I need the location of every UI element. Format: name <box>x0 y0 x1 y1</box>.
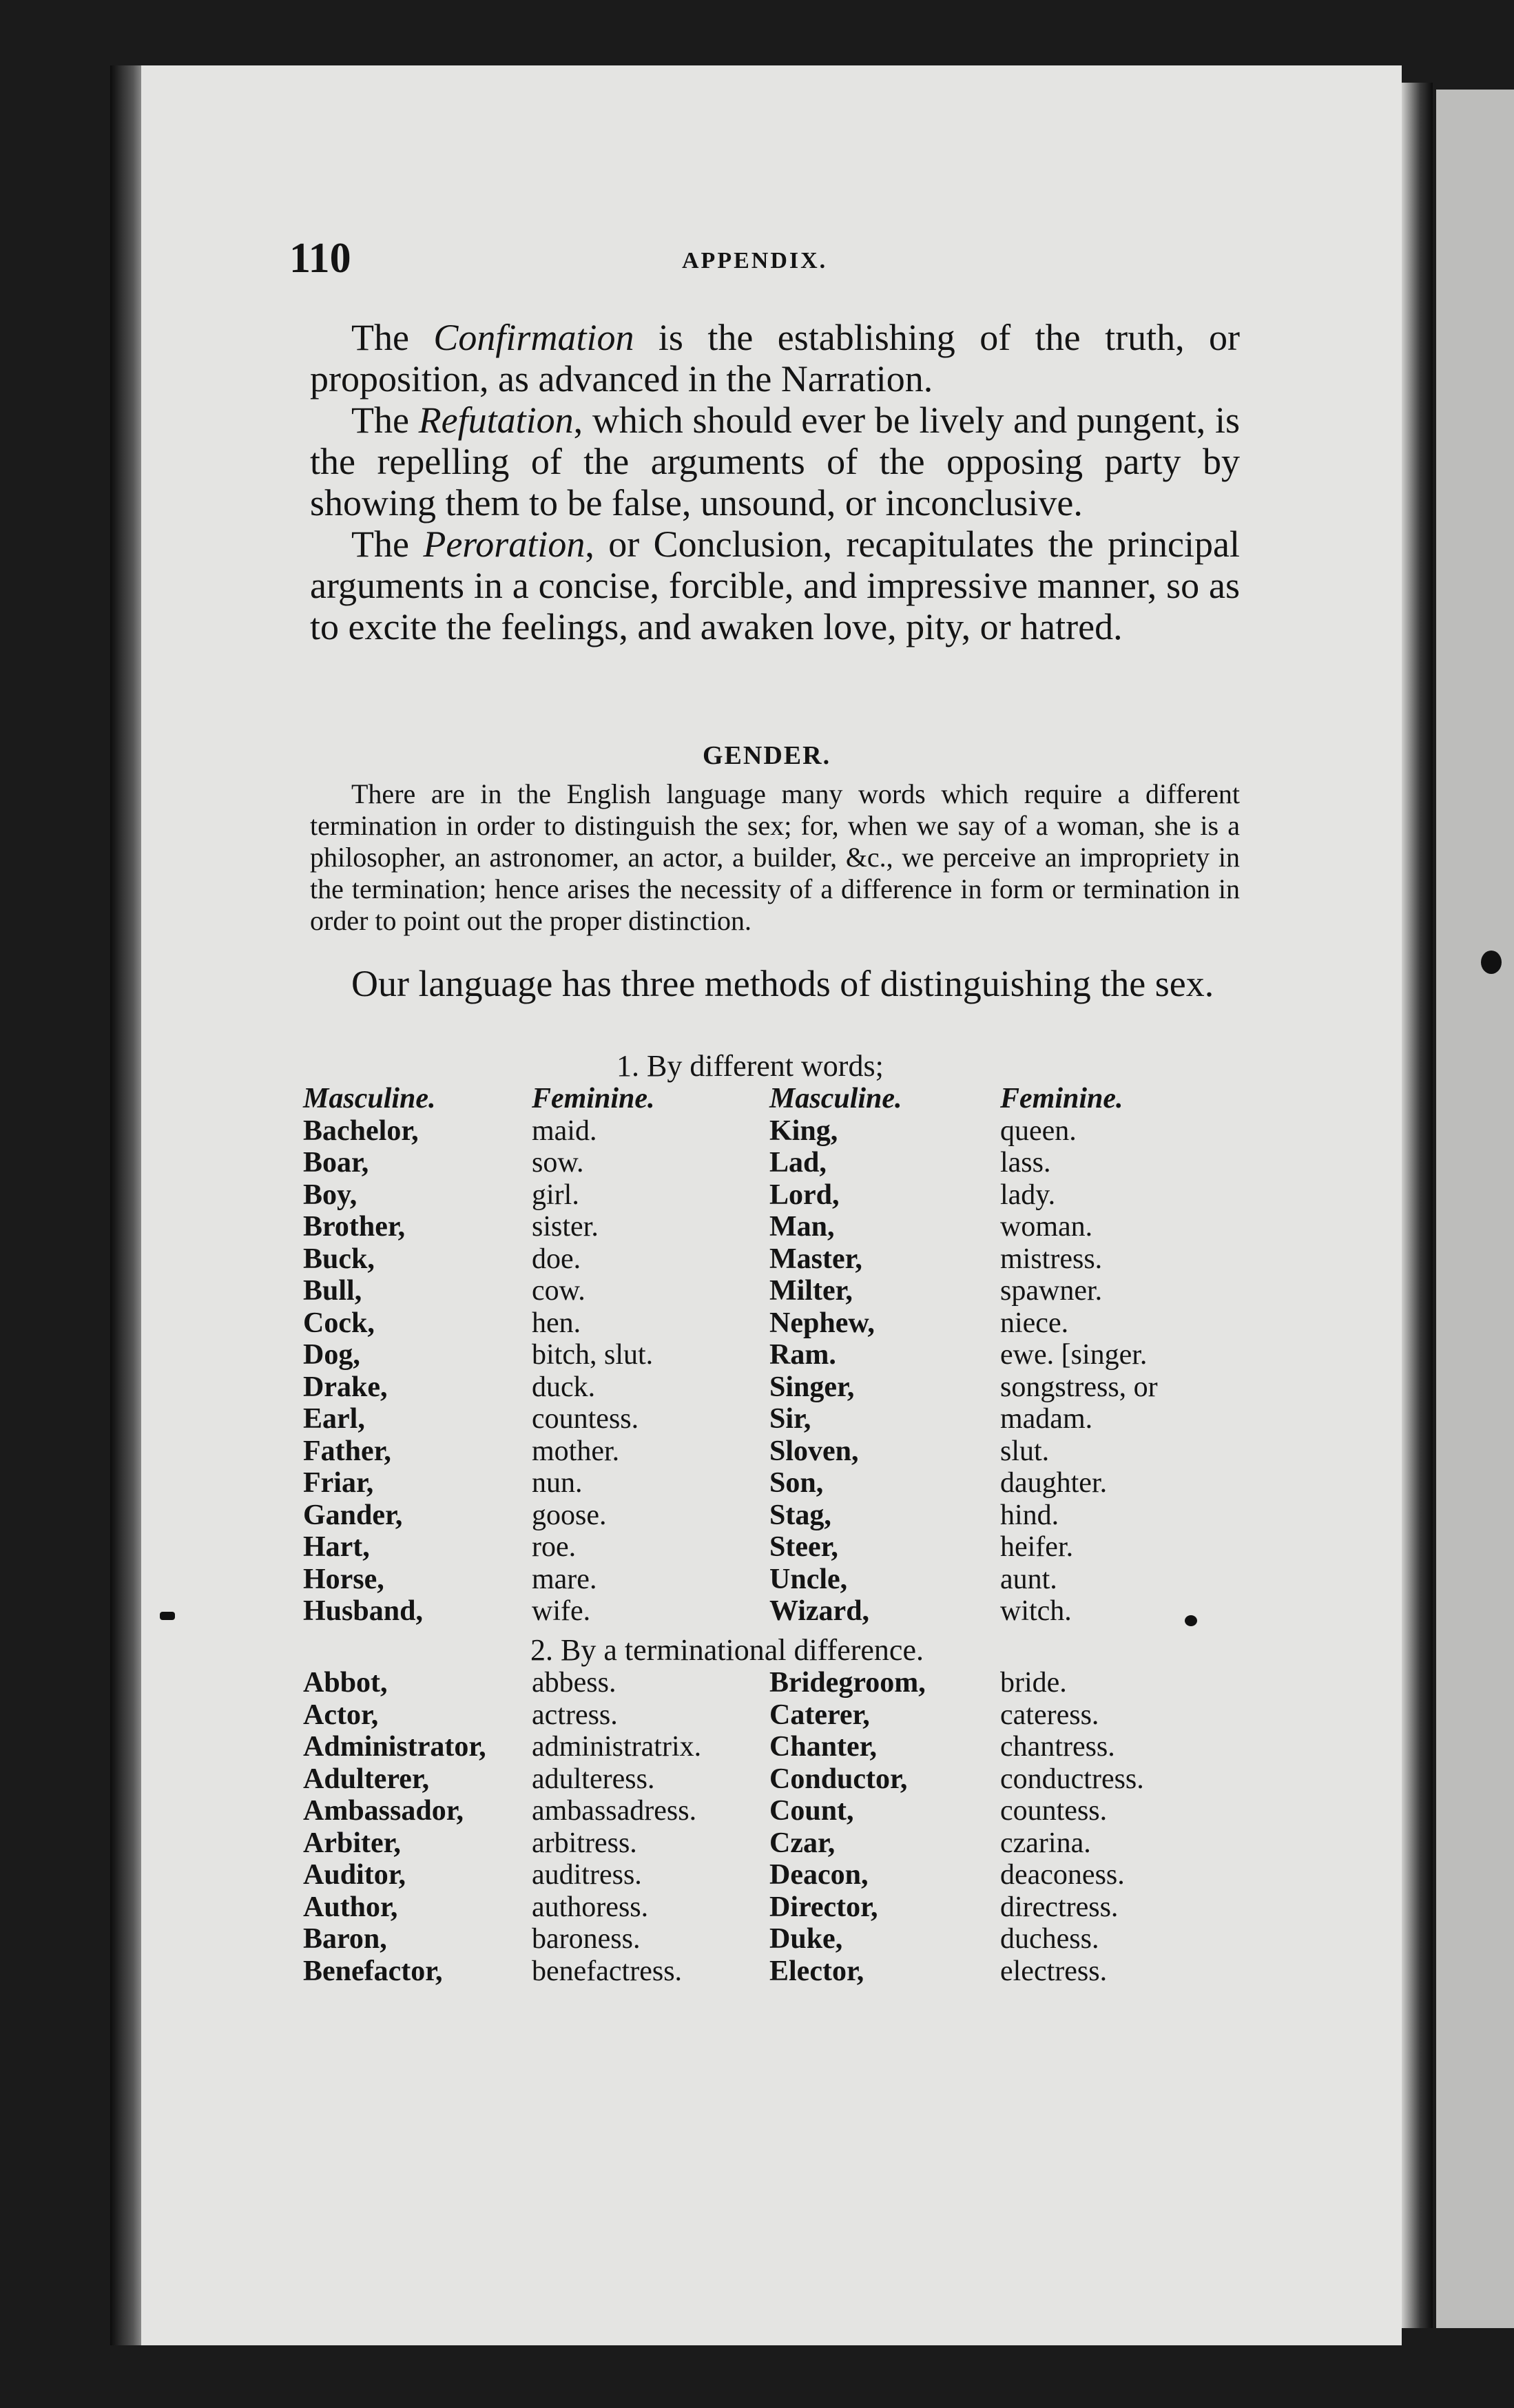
feminine-cell: madam. <box>1000 1403 1093 1435</box>
masculine-cell: Sloven, <box>769 1435 859 1467</box>
feminine-cell: arbitress. <box>532 1827 637 1859</box>
feminine-cell: mother. <box>532 1435 620 1467</box>
rhetoric-paragraphs <box>310 317 1240 647</box>
feminine-cell: nun. <box>532 1467 583 1499</box>
masculine-cell: Bull, <box>303 1275 362 1307</box>
masculine-cell: Bachelor, <box>303 1114 419 1147</box>
masculine-cell: Deacon, <box>769 1859 869 1891</box>
feminine-cell: goose. <box>532 1499 607 1531</box>
table-row <box>303 1403 1234 1435</box>
table-row <box>303 1307 1234 1340</box>
paragraph-lead: The <box>351 523 424 565</box>
table-row <box>303 1595 1234 1628</box>
masculine-cell: Caterer, <box>769 1699 870 1731</box>
masculine-cell: Gander, <box>303 1499 403 1531</box>
table-row <box>303 1564 1234 1596</box>
masculine-cell: Boar, <box>303 1147 369 1179</box>
feminine-cell: hen. <box>532 1307 581 1339</box>
masculine-cell: Director, <box>769 1891 878 1923</box>
masculine-cell: Singer, <box>769 1371 855 1403</box>
paragraph-peroration <box>310 523 1240 647</box>
feminine-cell: woman. <box>1000 1211 1093 1243</box>
masculine-cell: Arbiter, <box>303 1827 401 1859</box>
masculine-cell: Milter, <box>769 1275 853 1307</box>
paragraph-confirmation <box>310 317 1240 399</box>
masculine-cell: Nephew, <box>769 1307 875 1339</box>
table-row <box>303 1667 1234 1699</box>
paragraph-text: is the establishing of the truth, or proposition, as advanced in the Narration. <box>310 317 1240 399</box>
feminine-cell: conductress. <box>1000 1763 1144 1795</box>
facing-page-edge <box>1436 90 1514 2328</box>
column-header: Masculine. <box>769 1083 902 1114</box>
feminine-cell: daughter. <box>1000 1467 1108 1499</box>
table-row <box>303 1955 1234 1988</box>
feminine-cell: duck. <box>532 1371 596 1403</box>
table-row <box>303 1731 1234 1763</box>
column-header: Feminine. <box>1000 1083 1123 1114</box>
table-different-words <box>303 1083 1234 1628</box>
feminine-cell: benefactress. <box>532 1955 683 1987</box>
feminine-cell: mistress. <box>1000 1243 1103 1275</box>
masculine-cell: Uncle, <box>769 1563 848 1595</box>
masculine-cell: Husband, <box>303 1595 423 1627</box>
feminine-cell: roe. <box>532 1531 577 1563</box>
page-edge-shadow <box>1402 83 1433 2328</box>
table-row <box>303 1891 1234 1924</box>
table-terminational-difference <box>303 1667 1234 1987</box>
masculine-cell: Baron, <box>303 1923 387 1955</box>
masculine-cell: Benefactor, <box>303 1955 443 1987</box>
masculine-cell: Earl, <box>303 1403 365 1435</box>
paragraph-term: Confirmation <box>433 317 634 358</box>
section-heading-gender: GENDER. <box>703 741 831 770</box>
masculine-cell: Auditor, <box>303 1859 406 1891</box>
feminine-cell: administratrix. <box>532 1731 702 1763</box>
feminine-cell: ambassadress. <box>532 1795 697 1827</box>
masculine-cell: Elector, <box>769 1955 864 1987</box>
feminine-cell: girl. <box>532 1179 579 1211</box>
masculine-cell: Duke, <box>769 1923 843 1955</box>
masculine-cell: Buck, <box>303 1243 375 1275</box>
feminine-cell: abbess. <box>532 1667 616 1699</box>
table-row <box>303 1275 1234 1307</box>
masculine-cell: Ambassador, <box>303 1795 464 1827</box>
table-row <box>303 1531 1234 1564</box>
masculine-cell: Friar, <box>303 1467 374 1499</box>
masculine-cell: Son, <box>769 1467 824 1499</box>
ink-blot <box>1481 951 1502 974</box>
feminine-cell: sister. <box>532 1211 599 1243</box>
ink-speck <box>160 1612 175 1620</box>
masculine-cell: Lord, <box>769 1179 840 1211</box>
column-header: Masculine. <box>303 1083 436 1114</box>
masculine-cell: Stag, <box>769 1499 831 1531</box>
feminine-cell: duchess. <box>1000 1923 1099 1955</box>
table-header-row <box>303 1083 1234 1115</box>
feminine-cell: authoress. <box>532 1891 649 1923</box>
masculine-cell: Ram. <box>769 1339 836 1371</box>
masculine-cell: Count, <box>769 1795 854 1827</box>
feminine-cell: actress. <box>532 1699 618 1731</box>
column-header: Feminine. <box>532 1083 655 1114</box>
table-body <box>303 1667 1234 1987</box>
feminine-cell: ewe. [singer. <box>1000 1339 1148 1371</box>
feminine-cell: doe. <box>532 1243 581 1275</box>
masculine-cell: Boy, <box>303 1179 357 1211</box>
feminine-cell: lady. <box>1000 1179 1056 1211</box>
feminine-cell: songstress, or <box>1000 1371 1158 1403</box>
ink-speck <box>1185 1615 1197 1626</box>
paragraph-lead: The <box>351 317 434 358</box>
paragraph-term: Refutation <box>418 399 574 441</box>
feminine-cell: maid. <box>532 1114 597 1147</box>
page-number: 110 <box>289 235 351 282</box>
table-row <box>303 1179 1234 1212</box>
section-title-different-words: 1. By different words; <box>616 1049 884 1083</box>
feminine-cell: electress. <box>1000 1955 1108 1987</box>
feminine-cell: czarina. <box>1000 1827 1091 1859</box>
feminine-cell: hind. <box>1000 1499 1059 1531</box>
masculine-cell: Man, <box>769 1211 835 1243</box>
masculine-cell: Actor, <box>303 1699 379 1731</box>
paragraph-lead: The <box>351 399 419 441</box>
table-row <box>303 1859 1234 1891</box>
table-row <box>303 1763 1234 1796</box>
feminine-cell: lass. <box>1000 1147 1051 1179</box>
running-head: APPENDIX. <box>682 248 828 273</box>
feminine-cell: niece. <box>1000 1307 1069 1339</box>
masculine-cell: Bridegroom, <box>769 1667 926 1699</box>
masculine-cell: Cock, <box>303 1307 375 1339</box>
masculine-cell: Chanter, <box>769 1731 877 1763</box>
masculine-cell: Czar, <box>769 1827 836 1859</box>
feminine-cell: witch. <box>1000 1595 1072 1627</box>
table-row <box>303 1499 1234 1532</box>
feminine-cell: bride. <box>1000 1667 1067 1699</box>
feminine-cell: chantress. <box>1000 1731 1115 1763</box>
paragraph-refutation <box>310 399 1240 523</box>
masculine-cell: Drake, <box>303 1371 388 1403</box>
table-row <box>303 1435 1234 1468</box>
masculine-cell: Hart, <box>303 1531 370 1563</box>
masculine-cell: Author, <box>303 1891 398 1923</box>
feminine-cell: adulteress. <box>532 1763 655 1795</box>
masculine-cell: Master, <box>769 1243 862 1275</box>
masculine-cell: Administrator, <box>303 1731 486 1763</box>
section-title-terminational: 2. By a terminational difference. <box>530 1633 924 1667</box>
masculine-cell: King, <box>769 1114 838 1147</box>
masculine-cell: Lad, <box>769 1147 827 1179</box>
feminine-cell: auditress. <box>532 1859 642 1891</box>
table-row <box>303 1371 1234 1404</box>
feminine-cell: directress. <box>1000 1891 1119 1923</box>
masculine-cell: Sir, <box>769 1403 811 1435</box>
masculine-cell: Dog, <box>303 1339 360 1371</box>
masculine-cell: Wizard, <box>769 1595 870 1627</box>
table-row <box>303 1467 1234 1499</box>
gender-methods <box>310 963 1240 1004</box>
masculine-cell: Horse, <box>303 1563 384 1595</box>
gender-intro <box>310 778 1240 937</box>
masculine-cell: Adulterer, <box>303 1763 430 1795</box>
feminine-cell: spawner. <box>1000 1275 1103 1307</box>
feminine-cell: mare. <box>532 1563 597 1595</box>
page-header <box>289 234 1240 289</box>
feminine-cell: deaconess. <box>1000 1859 1125 1891</box>
gender-methods-text: Our language has three methods of distinguishing the sex. <box>351 963 1214 1004</box>
feminine-cell: baroness. <box>532 1923 641 1955</box>
feminine-cell: cateress. <box>1000 1699 1099 1731</box>
gender-intro-text: There are in the English language many words which require a different termination in order to distinguish the sex; for, when we say of a woman, she is a philosopher, an astronomer, an actor, a builder, &c., we perceive an impropriety in the termination; hence arises the necessity of a difference in form or termination in order to point out the proper distinction. <box>310 778 1240 936</box>
table-row <box>303 1243 1234 1276</box>
table-row <box>303 1795 1234 1827</box>
table-row <box>303 1923 1234 1955</box>
table-row <box>303 1699 1234 1732</box>
feminine-cell: sow. <box>532 1147 584 1179</box>
feminine-cell: wife. <box>532 1595 591 1627</box>
table-row <box>303 1339 1234 1371</box>
table-row <box>303 1115 1234 1148</box>
table-row <box>303 1147 1234 1179</box>
masculine-cell: Abbot, <box>303 1667 388 1699</box>
masculine-cell: Father, <box>303 1435 391 1467</box>
feminine-cell: aunt. <box>1000 1563 1057 1595</box>
table-body <box>303 1115 1234 1628</box>
table-row <box>303 1827 1234 1860</box>
paragraph-text: , or Conclusion, recapitulates the principal arguments in a concise, forcible, and impressive manner, so as to excite the feelings, and awaken love, pity, or hatred. <box>310 523 1241 647</box>
paragraph-term: Peroration <box>423 523 585 565</box>
masculine-cell: Steer, <box>769 1531 838 1563</box>
masculine-cell: Brother, <box>303 1211 406 1243</box>
feminine-cell: countess. <box>532 1403 639 1435</box>
paragraph-text: , which should ever be lively and pungent, is the repelling of the arguments of the opposing party by showing them to be false, unsound, or inconclusive. <box>310 399 1240 523</box>
feminine-cell: heifer. <box>1000 1531 1074 1563</box>
masculine-cell: Conductor, <box>769 1763 908 1795</box>
feminine-cell: countess. <box>1000 1795 1108 1827</box>
feminine-cell: slut. <box>1000 1435 1050 1467</box>
feminine-cell: bitch, slut. <box>532 1339 654 1371</box>
table-row <box>303 1211 1234 1243</box>
feminine-cell: queen. <box>1000 1114 1077 1147</box>
feminine-cell: cow. <box>532 1275 585 1307</box>
